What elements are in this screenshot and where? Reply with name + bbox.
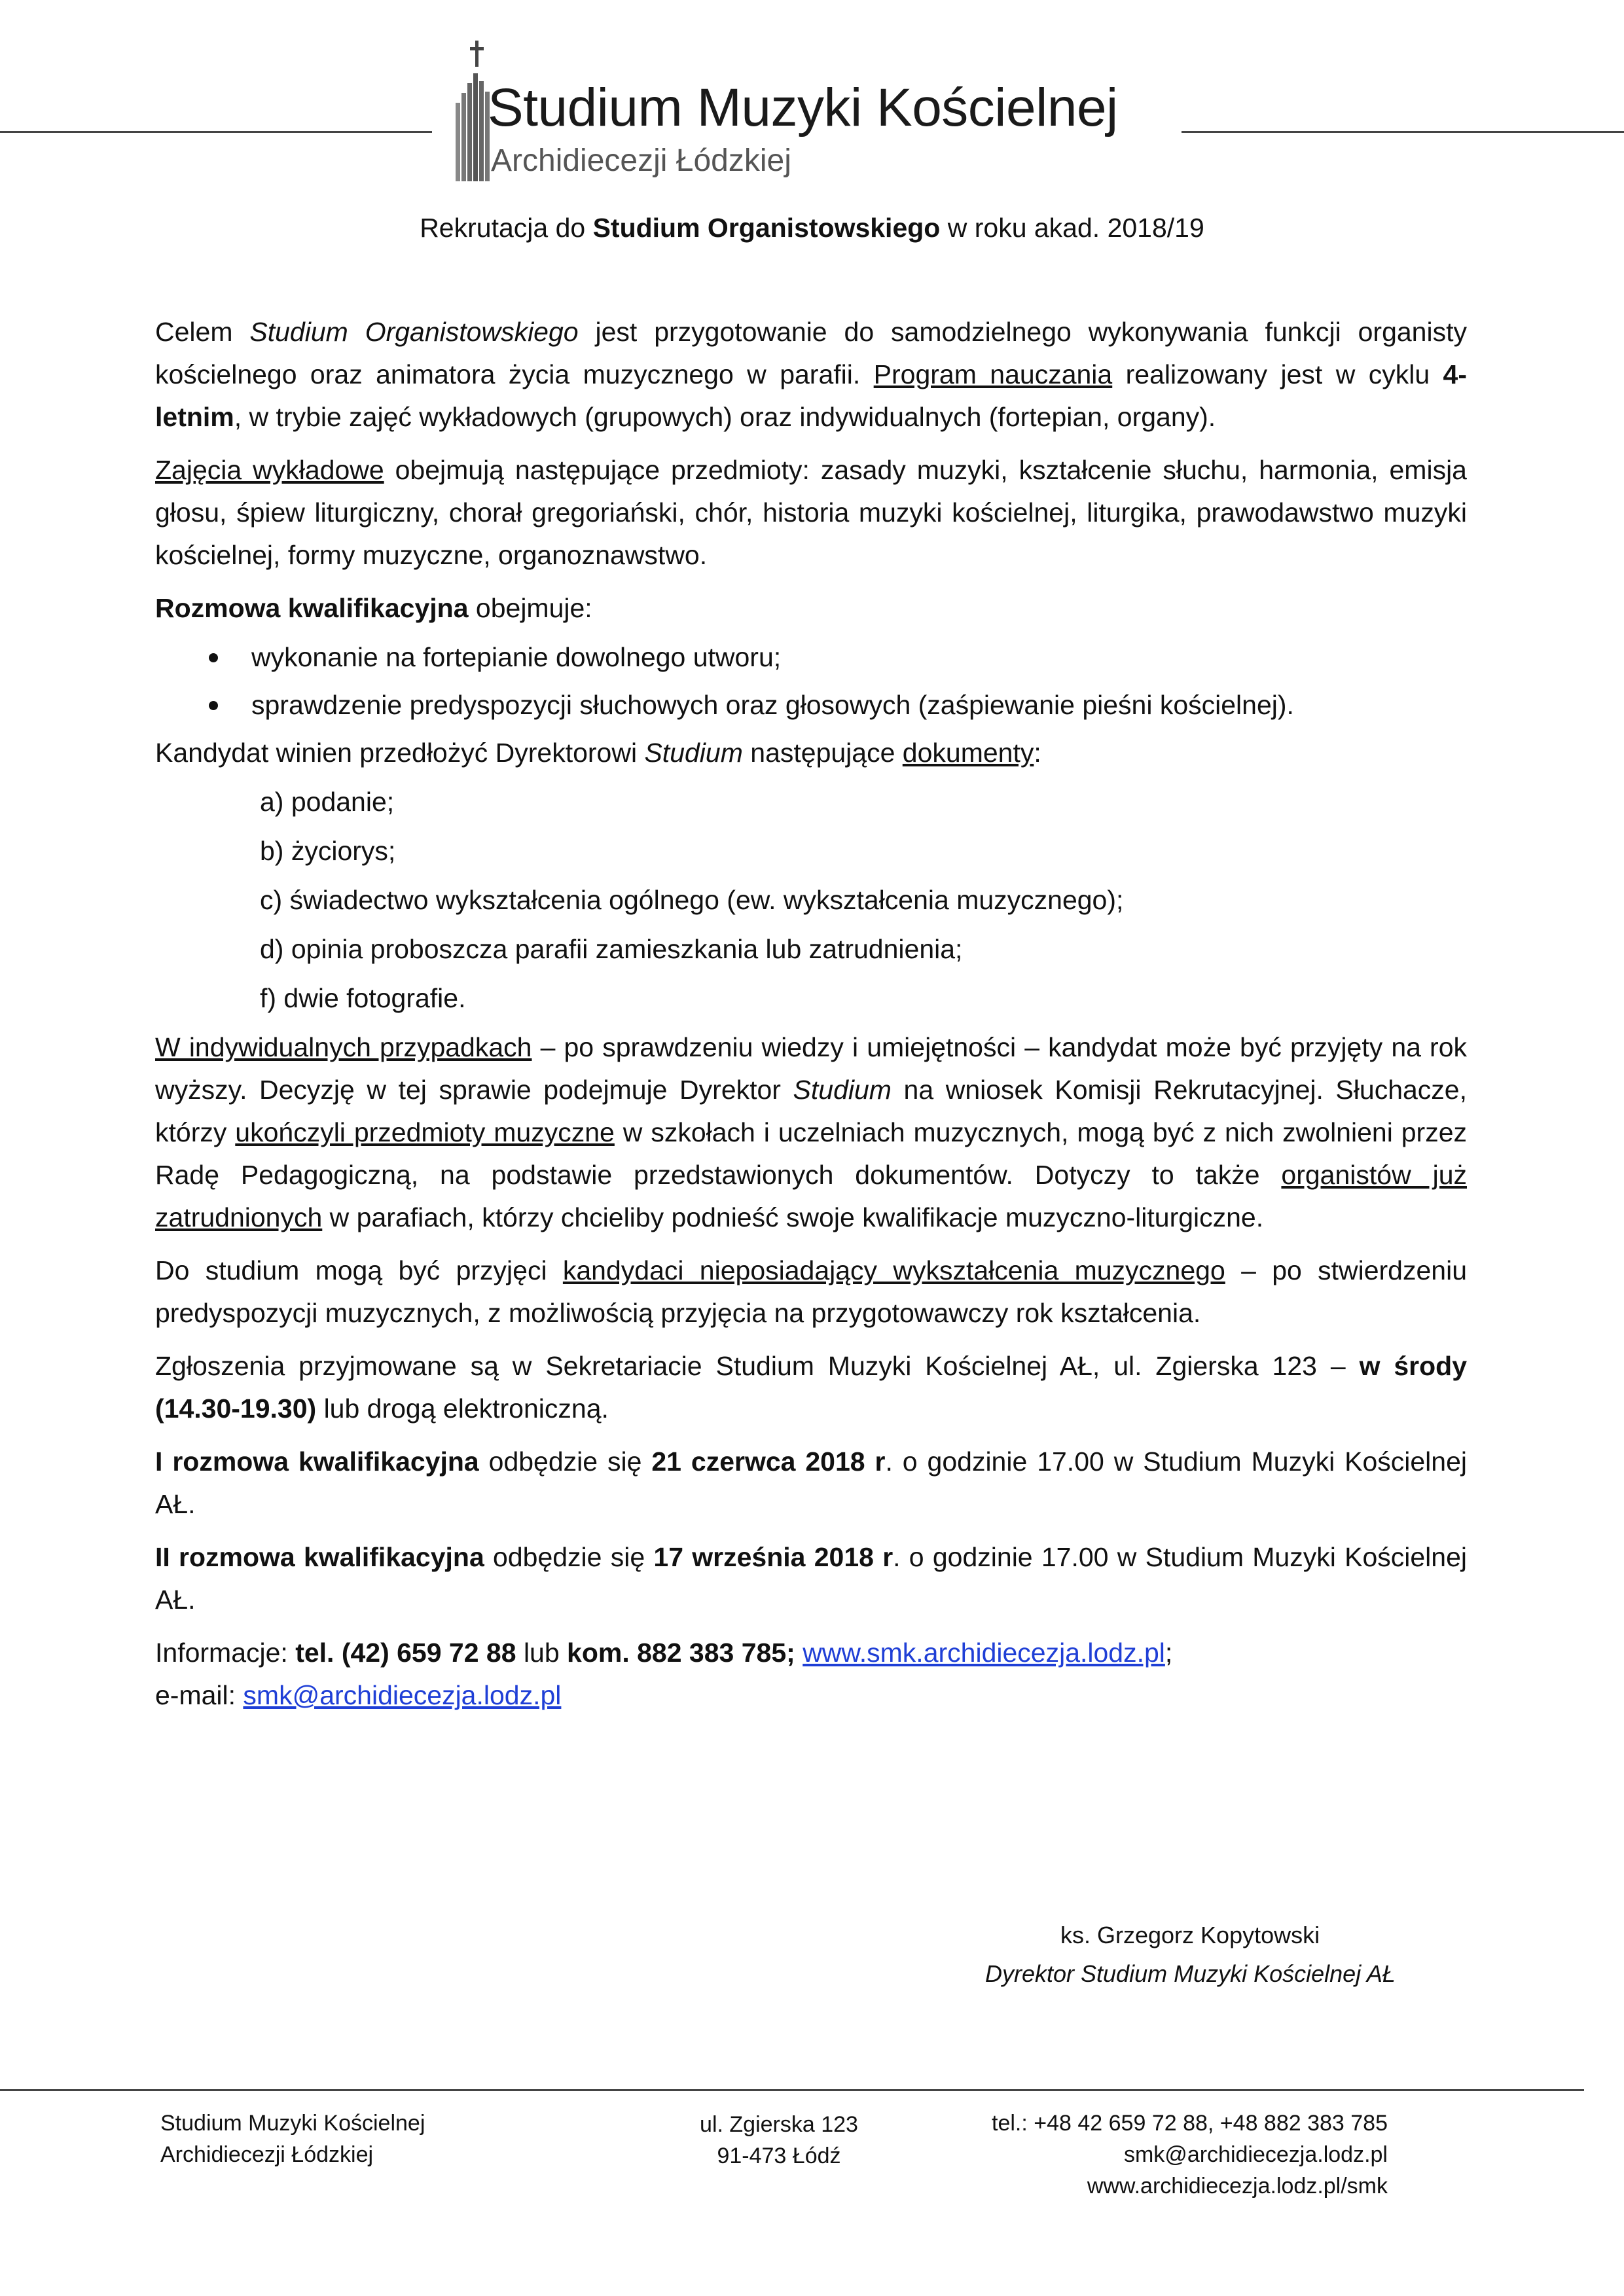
list-item: d) opinia proboszcza parafii zamieszkania lub zatrudnienia; (260, 934, 963, 964)
text: . o godzinie 17.00 w Studium Muzyki Kościelnej AŁ. (155, 1542, 1467, 1615)
bullet-icon (209, 701, 218, 710)
paragraph-documents (155, 732, 1467, 774)
text: Kandydat winien przedłożyć Dyrektorowi (155, 738, 645, 768)
list-item-text: sprawdzenie predyspozycji słuchowych oraz głosowych (zaśpiewanie pieśni kościelnej). (251, 690, 1294, 720)
list-item: a) podanie; (260, 787, 395, 817)
logo-title: Studium Muzyki Kościelnej (488, 78, 1118, 137)
text: Informacje: (155, 1638, 296, 1668)
text: jest przygotowanie do samodzielnego wykonywania funkcji organisty kościelnego oraz animatora życia muzycznego w parafii. (155, 317, 1467, 389)
document-body (155, 311, 1467, 1727)
bullet-icon (209, 653, 218, 662)
paragraph-contact (155, 1632, 1467, 1717)
text-underlined: W indywidualnych przypadkach (155, 1032, 532, 1062)
text-underlined: ukończyli przedmioty muzyczne (235, 1117, 615, 1147)
text-bold: w środy (14.30-19.30) (155, 1351, 1468, 1424)
text-bold: 4-letnim (155, 359, 1468, 432)
text-italic: Studium Organistowskiego (249, 317, 579, 347)
interview-list (155, 636, 1467, 726)
signature-name: ks. Grzegorz Kopytowski (1060, 1922, 1320, 1948)
footer-text: Archidiecezji Łódzkiej (160, 2142, 374, 2167)
paragraph-individual-cases (155, 1026, 1467, 1239)
list-item: f) dwie fotografie. (260, 983, 466, 1013)
text: w parafiach, którzy chcieliby podnieść swoje kwalifikacje muzyczno-liturgiczne. (322, 1202, 1264, 1232)
text-underlined: dokumenty (902, 738, 1034, 768)
text-underlined: kandydaci nieposiadający wykształcenia muzycznego (562, 1255, 1225, 1285)
text: lub (516, 1638, 568, 1668)
website-link[interactable]: www.smk.archidiecezja.lodz.pl (803, 1638, 1165, 1668)
paragraph-interview (155, 587, 1467, 630)
footer-text: tel.: +48 42 659 72 88, +48 882 383 785 (992, 2111, 1388, 2136)
footer-institution (160, 2108, 425, 2170)
mobile-number: kom. 882 383 785; (567, 1638, 795, 1668)
footer-text: Studium Muzyki Kościelnej (160, 2111, 425, 2136)
footer-address (655, 2109, 903, 2172)
paragraph-lectures (155, 449, 1467, 577)
text-underlined: Program nauczania (873, 359, 1113, 389)
heading-suffix: w roku akad. 2018/19 (940, 213, 1204, 243)
text: realizowany jest w cyklu (1112, 359, 1443, 389)
header-rule-right (1182, 131, 1624, 133)
page-title (0, 213, 1624, 243)
email-label: e-mail: (155, 1680, 244, 1710)
documents-list (155, 781, 1467, 1020)
text-underlined: organistów już zatrudnionych (155, 1160, 1467, 1232)
text: obejmują następujące przedmioty: zasady muzyki, kształcenie słuchu, harmonia, emisja głosu, śpiew liturgiczny, chorał gregoriański, chór, historia muzyki kościelnej, liturgika, prawodawstwo muzyki kościelnej, formy muzyczne, organoznawstwo. (155, 455, 1467, 570)
text-bold: Rozmowa kwalifikacyjna (155, 593, 469, 623)
text: . o godzinie 17.00 w Studium Muzyki Kościelnej AŁ. (155, 1446, 1467, 1519)
header-rule-left (0, 131, 432, 133)
text: na wniosek Komisji Rekrutacyjnej. Słuchacze, którzy (155, 1075, 1467, 1147)
text: Zgłoszenia przyjmowane są w Sekretariacie Studium Muzyki Kościelnej AŁ, ul. Zgierska 123 – (155, 1351, 1360, 1381)
email-link[interactable]: smk@archidiecezja.lodz.pl (243, 1680, 562, 1710)
text: , w trybie zajęć wykładowych (grupowych) oraz indywidualnych (fortepian, organy). (234, 402, 1216, 432)
text-italic: Studium (644, 738, 743, 768)
text: – po sprawdzeniu wiedzy i umiejętności – kandydat może być przyjęty na rok wyższy. Decyzję w tej sprawie podejmuje Dyrektor (155, 1032, 1468, 1105)
text: Celem (155, 317, 250, 347)
text-bold: 17 września 2018 r (653, 1542, 893, 1572)
logo-subtitle: Archidiecezji Łódzkiej (491, 143, 791, 178)
text-bold: 21 czerwca 2018 r (651, 1446, 886, 1477)
text (795, 1638, 803, 1668)
text-italic: Studium (793, 1075, 892, 1105)
footer-rule (0, 2089, 1584, 2091)
text: odbędzie się (484, 1542, 654, 1572)
list-item: c) świadectwo wykształcenia ogólnego (ew. wykształcenia muzycznego); (260, 885, 1124, 915)
paragraph-no-education (155, 1249, 1467, 1335)
heading-prefix: Rekrutacja do (420, 213, 593, 243)
footer-text: www.archidiecezja.lodz.pl/smk (1087, 2174, 1388, 2198)
paragraph-first-interview (155, 1441, 1467, 1526)
list-item-text: wykonanie na fortepianie dowolnego utworu; (251, 642, 782, 672)
text: : (1034, 738, 1041, 768)
footer-text: ul. Zgierska 123 (700, 2112, 858, 2137)
text-bold: I rozmowa kwalifikacyjna (155, 1446, 479, 1477)
text: Do studium mogą być przyjęci (155, 1255, 563, 1285)
list-item: b) życiorys; (260, 836, 396, 866)
footer-text: 91-473 Łódź (717, 2144, 841, 2168)
text: odbędzie się (478, 1446, 652, 1477)
text-underlined: Zajęcia wykładowe (155, 455, 384, 485)
list-item (155, 684, 1467, 726)
list-item (155, 636, 1467, 679)
phone-number: tel. (42) 659 72 88 (295, 1638, 516, 1668)
text: – po stwierdzeniu predyspozycji muzycznych, z możliwością przyjęcia na przygotowawczy rok kształcenia. (155, 1255, 1468, 1328)
signature-role: Dyrektor Studium Muzyki Kościelnej AŁ (985, 1960, 1396, 1987)
footer-contact (903, 2108, 1388, 2202)
text: następujące (742, 738, 903, 768)
text-bold: II rozmowa kwalifikacyjna (155, 1542, 484, 1572)
heading-bold: Studium Organistowskiego (592, 213, 941, 243)
paragraph-second-interview (155, 1536, 1467, 1621)
paragraph-applications (155, 1345, 1467, 1430)
text: obejmuje: (468, 593, 592, 623)
text: w szkołach i uczelniach muzycznych, mogą być z nich zwolnieni przez Radę Pedagogiczną, na podstawie przedstawionych dokumentów. Dotyczy to także (155, 1117, 1467, 1190)
footer-text: smk@archidiecezja.lodz.pl (1123, 2142, 1388, 2167)
text: lub drogą elektroniczną. (316, 1393, 609, 1424)
text: ; (1164, 1638, 1173, 1668)
paragraph-goal (155, 311, 1467, 439)
